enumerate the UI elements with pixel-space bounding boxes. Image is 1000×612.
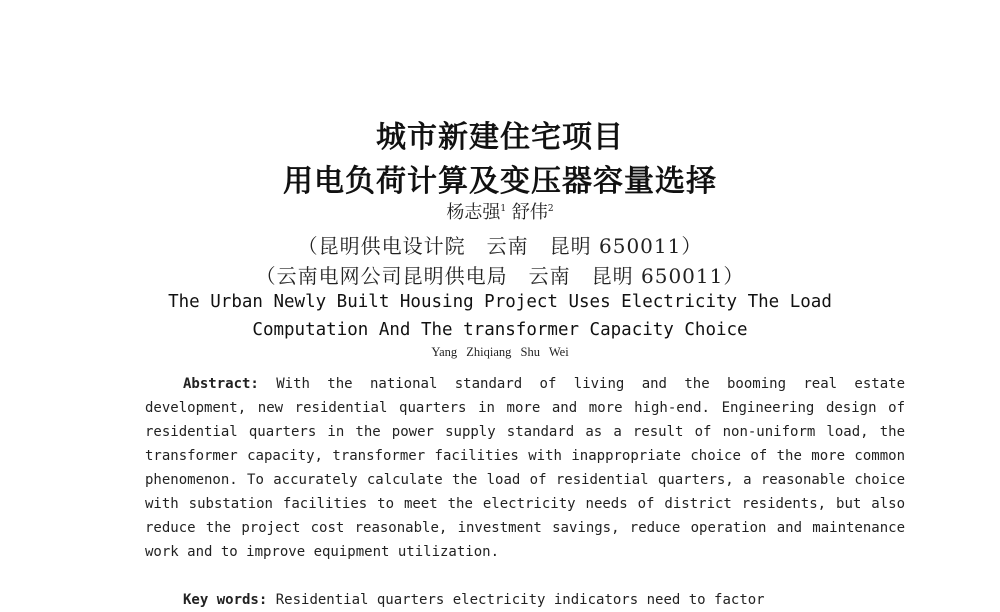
author-affiliation-mark-1: 1 [500, 204, 507, 214]
abstract-text: With the national standard of living and the booming real estate development, new residential quarters in more and more high-end. Engineering design of residential quarters in the power supply standard as a result of non-uniform load, the transformer capacity, transformer facilities with inappropriate choice of the more common phenomenon. To accurately calculate the load of residential quarters, a reasonable choice with substation facilities to meet the electricity needs of district residents, but also reduce the project cost reasonable, investment savings, reduce operation and maintenance work and to improve equipment utilization. [145, 376, 906, 560]
author-name-1: 杨志强 [446, 202, 501, 223]
author-name-2: 舒伟 [511, 202, 548, 223]
affiliation-2: （云南电网公司昆明供电局 云南 昆明 650011） [255, 264, 745, 288]
chinese-authors [0, 198, 1000, 224]
author-affiliation-mark-2: 2 [547, 204, 554, 214]
abstract-paragraph [145, 372, 905, 564]
affiliation-1: （昆明供电设计院 云南 昆明 650011） [297, 234, 703, 258]
chinese-title-line-1: 城市新建住宅项目 [376, 120, 624, 155]
english-authors: Yang Zhiqiang Shu Wei [431, 345, 569, 359]
abstract-label: Abstract: [183, 376, 259, 392]
keywords-label: Key words: [183, 592, 268, 608]
english-title-line-1: The Urban Newly Built Housing Project Uses Electricity The Load [168, 292, 832, 312]
keywords-text: Residential quarters electricity indicators need to factor [275, 592, 765, 608]
chinese-title-line-2: 用电负荷计算及变压器容量选择 [283, 164, 717, 199]
english-title-line-2: Computation And The transformer Capacity Choice [252, 320, 748, 340]
keywords-paragraph [183, 588, 903, 612]
